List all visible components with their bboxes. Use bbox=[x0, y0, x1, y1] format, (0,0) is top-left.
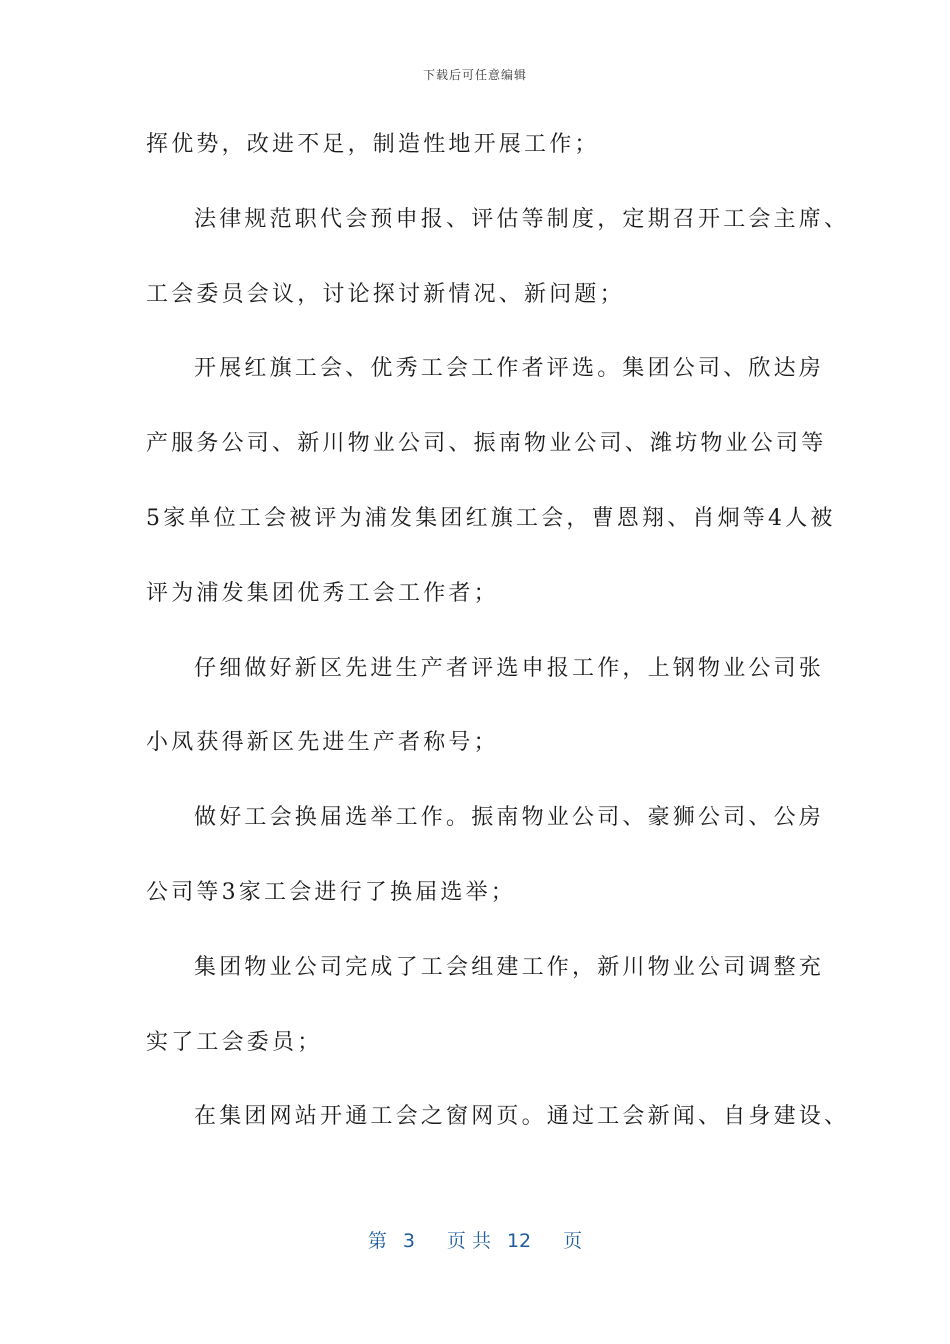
page-header: 下载后可任意编辑 bbox=[422, 68, 527, 82]
page-footer bbox=[0, 1226, 950, 1253]
footer-prefix: 第 bbox=[367, 1230, 387, 1252]
text-line: 仔细做好新区先进生产者评选申报工作，上钢物业公司张 bbox=[194, 655, 825, 681]
text-line: 公司等3家工会进行了换届选举； bbox=[146, 879, 516, 905]
text-line: 评为浦发集团优秀工会工作者； bbox=[146, 580, 499, 606]
document-body bbox=[146, 120, 850, 1167]
text-line: 法律规范职代会预申报、评估等制度，定期召开工会主席、 bbox=[194, 206, 850, 232]
text-line: 做好工会换届选举工作。振南物业公司、豪狮公司、公房 bbox=[194, 805, 825, 831]
footer-total-pages: 12 bbox=[506, 1230, 532, 1252]
text-line: 开展红旗工会、优秀工会工作者评选。集团公司、欣达房 bbox=[194, 356, 825, 382]
footer-page-number: 3 bbox=[402, 1230, 415, 1252]
text-line: 5家单位工会被评为浦发集团红旗工会，曹恩翔、肖炯等4人被 bbox=[146, 505, 836, 531]
text-line: 工会委员会议，讨论探讨新情况、新问题； bbox=[146, 281, 625, 307]
footer-suffix: 页 bbox=[563, 1230, 583, 1252]
text-line: 在集团网站开通工会之窗网页。通过工会新闻、自身建设、 bbox=[194, 1104, 850, 1130]
footer-middle: 页 共 bbox=[446, 1230, 491, 1252]
text-line: 产服务公司、新川物业公司、振南物业公司、潍坊物业公司等 bbox=[146, 431, 827, 457]
text-line: 实了工会委员； bbox=[146, 1029, 323, 1055]
text-line: 小凤获得新区先进生产者称号； bbox=[146, 730, 499, 756]
text-line: 挥优势，改进不足，制造性地开展工作； bbox=[146, 132, 600, 157]
text-line: 集团物业公司完成了工会组建工作，新川物业公司调整充 bbox=[194, 954, 825, 980]
